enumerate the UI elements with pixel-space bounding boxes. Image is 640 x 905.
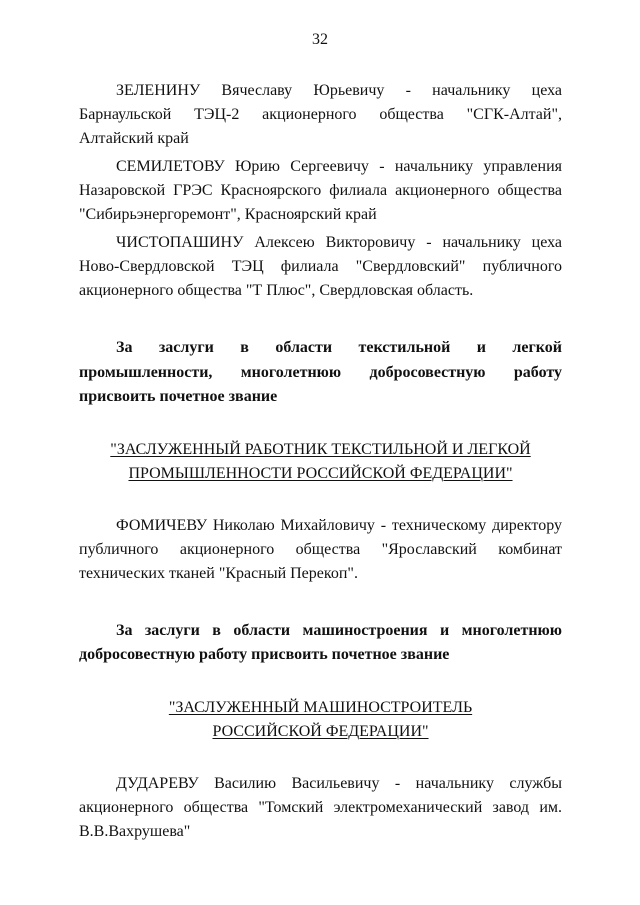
title-textile-line2: ПРОМЫШЛЕННОСТИ РОССИЙСКОЙ ФЕДЕРАЦИИ"	[128, 464, 513, 482]
document-body	[79, 79, 562, 844]
award-entry-semiletov: СЕМИЛЕТОВУ Юрию Сергеевичу - начальнику управления Назаровской ГРЭС Красноярского филиала акционерного общества "Сибирьэнергоремонт", Красноярский край	[79, 158, 562, 223]
decree-machine: За заслуги в области машиностроения и многолетнюю добросовестную работу присвоить почетное звание	[79, 621, 562, 663]
award-entry-dudarev: ДУДАРЕВУ Василию Васильевичу - начальнику службы акционерного общества "Томский электромеханический завод им. В.В.Вахрушева"	[79, 774, 562, 840]
title-machine-line2: РОССИЙСКОЙ ФЕДЕРАЦИИ"	[212, 722, 429, 740]
title-machine-line1: "ЗАСЛУЖЕННЫЙ МАШИНОСТРОИТЕЛЬ	[168, 698, 473, 716]
title-textile-line1: "ЗАСЛУЖЕННЫЙ РАБОТНИК ТЕКСТИЛЬНОЙ И ЛЕГКОЙ	[110, 440, 531, 458]
award-entry-chistopashin: ЧИСТОПАШИНУ Алексею Викторовичу - начальнику цеха Ново-Свердловской ТЭЦ филиала "Свердловский" публичного акционерного общества "Т Плюс", Свердловская область.	[79, 234, 562, 299]
title-textile	[79, 438, 562, 486]
page-number: 32	[312, 31, 328, 48]
decree-textile: За заслуги в области текстильной и легкой промышленности, многолетнюю добросовестную работу присвоить почетное звание	[79, 339, 562, 405]
award-entry-fomichev: ФОМИЧЕВУ Николаю Михайловичу - техническому директору публичного акционерного общества "Ярославский комбинат технических тканей "Красный Перекоп".	[79, 516, 562, 582]
title-machine	[79, 696, 562, 744]
award-entry-zelenin: ЗЕЛЕНИНУ Вячеславу Юрьевичу - начальнику цеха Барнаульской ТЭЦ-2 акционерного общества "СГК-Алтай", Алтайский край	[79, 82, 562, 147]
